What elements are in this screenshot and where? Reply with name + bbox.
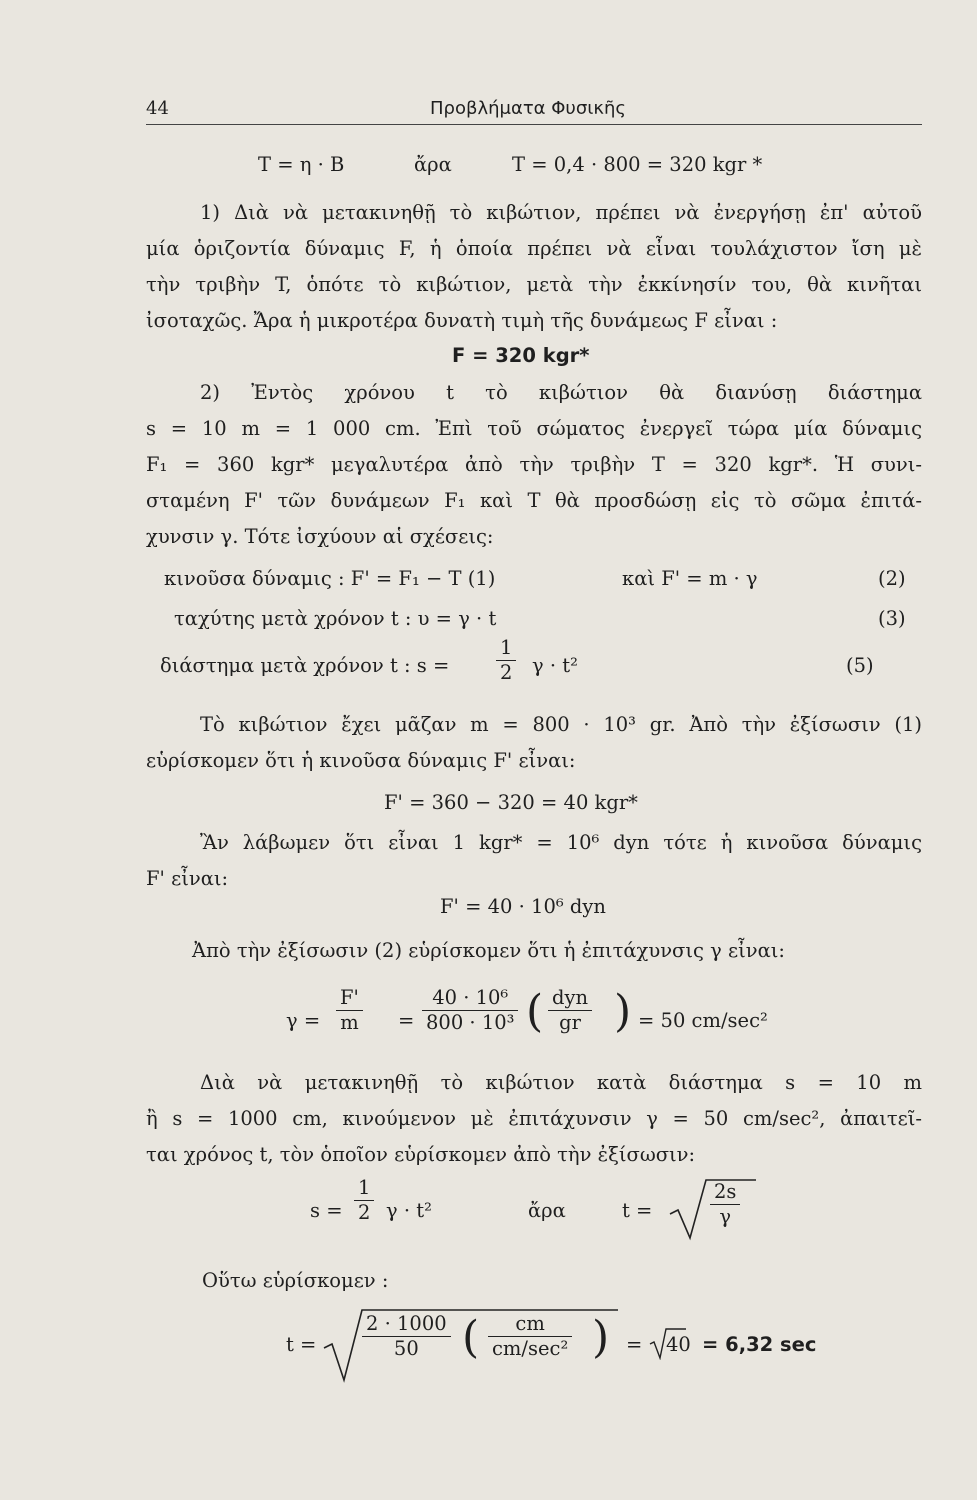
paragraph-line: Οὕτω εὑρίσκομεν : [202, 1269, 389, 1292]
fraction-half: $\frac{1}{2}$ [496, 636, 516, 685]
equation-time: t = $\frac{2 \cdot 1000}{50}$ ( cm cm/sec² ) = 40 = 6,32 sec [286, 1304, 886, 1384]
fraction: $\frac{F'}{m}$ [336, 986, 363, 1035]
paragraph-line: s = 10 m = 1 000 cm. Ἐπὶ τοῦ σώματος ἐνεργεῖ τώρα μία δύναμις [146, 417, 922, 440]
paragraph-line: F' εἶναι: [146, 867, 229, 890]
page-number: 44 [146, 98, 169, 119]
paragraph-line: F₁ = 360 kgr* μεγαλυτέρα ἀπὸ τὴν τριβὴν T = 320 kgr*. Ἡ συνι- [146, 453, 922, 476]
fraction: $\frac{\text{40 · 10⁶}}{\text{800 · 10³}}$ [422, 986, 518, 1035]
paragraph-line: Διὰ νὰ μετακινηθῇ τὸ κιβώτιον κατὰ διάστημα s = 10 m [200, 1071, 922, 1094]
paragraph-line: ται χρόνος t, τὸν ὁποῖον εὑρίσκομεν ἀπὸ τὴν ἐξίσωσιν: [146, 1143, 696, 1166]
paragraph-line: Τὸ κιβώτιον ἔχει μᾶζαν m = 800 · 10³ gr. Ἀπὸ τὴν ἐξίσωσιν (1) [200, 713, 922, 736]
equation-force-dyn: F' = 40 · 10⁶ dyn [440, 895, 606, 918]
running-title: Προβλήματα Φυσικῆς [430, 98, 626, 119]
fraction: dyn gr [548, 986, 592, 1035]
paragraph-line: 1) Διὰ νὰ μετακινηθῇ τὸ κιβώτιον, πρέπει νὰ ἐνεργήσῃ ἐπ' αὐτοῦ [200, 201, 922, 224]
equation-acceleration: γ = $\frac{F'}{m}$ = $\frac{\text{40 · 10⁶}}{\text{800 · 10³}}$ ( dyn gr ) = 50 cm/sec² [286, 986, 768, 1037]
book-page: 44 Προβλήματα Φυσικῆς T = η · B ἄρα T = 0,4 · 800 = 320 kgr * 1) Διὰ νὰ μετακινηθῇ τὸ κιβώτιον, πρέπει νὰ ἐνεργήσῃ ἐπ' αὐτοῦ μία ὁριζοντία δύναμις F, ἡ ὁποία πρέπει νὰ εἶναι τουλάχιστον ἴση μὲ τὴν τριβὴν T, ὁπότε τὸ κιβώτιον, μετὰ τὴν ἐκκίνησίν του, θὰ κινῆται ἰσοταχῶς. Ἄρα ἡ μικροτέρα δυνατὴ τιμὴ τῆς δυνάμεως F εἶναι : F = 320 kgr* 2) Ἐντὸς χρόνου t τὸ κιβώτιον θὰ διανύσῃ διάστημα s = 10 m = 1 000 cm. Ἐπὶ τοῦ σώματος ἐνεργεῖ τώρα μία δύναμις F₁ = 360 kgr* μεγαλυτέρα ἀπὸ τὴν τριβὴν T = 320 kgr*. Ἡ συνι- σταμένη F' τῶν δυνάμεων F₁ καὶ T θὰ προσδώσῃ εἰς τὸ σῶμα ἐπιτά- χυνσιν γ. Τότε ἰσχύουν αἱ σχέσεις: κινοῦσα δύναμις : F' = F₁ − T (1) καὶ F' = m · γ (2) ταχύτης μετὰ χρόνον t : υ = γ · t (3) διάστημα μετὰ χρόνον t : s = $\frac{1}{2}$ γ · t² (5) Τὸ κιβώτιον ἔχει μᾶζαν m = 800 · 10³ gr. Ἀπὸ τὴν ἐξίσωσιν (1) εὑρίσκομεν ὅτι ἡ κινοῦσα δύναμις F' εἶναι: F' = 360 − 320 = 40 kgr* Ἂν λάβωμεν ὅτι εἶναι 1 kgr* = 10⁶ dyn τότε ἡ κινοῦσα δύναμις F' εἶναι: F' = 40 · 10⁶ dyn Ἀπὸ τὴν ἐξίσωσιν (2) εὑρίσκομεν ὅτι ἡ ἐπιτάχυνσις γ εἶναι: γ = $\frac{F'}{m}$ = $\frac{\text{40 · 10⁶}}{\text{800 · 10³}}$ ( dyn gr ) = 50 cm/sec² Διὰ νὰ μετακινηθῇ τὸ κιβώτιον κατὰ διάστημα s = 10 m ἢ s = 1000 cm, κινούμενον μὲ ἐπιτάχυνσιν γ = 50 cm/sec², ἀπαιτεῖ- ται χρόνος t, τὸν ὁποῖον εὑρίσκομεν ἀπὸ τὴν ἐξίσωσιν: s = $\frac{1}{2}$ γ · t² ἄρα t = $\frac{2s}{\gamma}$ Οὕτω εὑρίσκομεν : t = $\frac{2 \cdot 1000}{50}$ ( cm cm/sec² ) = 40 = 6,32 sec [0, 0, 977, 1500]
paragraph-line: Ἀπὸ τὴν ἐξίσωσιν (2) εὑρίσκομεν ὅτι ἡ ἐπιτάχυνσις γ εἶναι: [192, 939, 785, 962]
paragraph-line: εὑρίσκομεν ὅτι ἡ κινοῦσα δύναμις F' εἶναι: [146, 749, 576, 772]
paragraph-line: 2) Ἐντὸς χρόνου t τὸ κιβώτιον θὰ διανύσῃ διάστημα [200, 381, 922, 404]
paragraph-line: σταμένη F' τῶν δυνάμεων F₁ καὶ T θὰ προσδώσῃ εἰς τὸ σῶμα ἐπιτά- [146, 489, 922, 512]
fraction: $\frac{2s}{\gamma}$ [710, 1180, 740, 1229]
paragraph-line: χυνσιν γ. Τότε ἰσχύουν αἱ σχέσεις: [146, 525, 494, 548]
paragraph-line: μία ὁριζοντία δύναμις F, ἡ ὁποία πρέπει νὰ εἶναι τουλάχιστον ἴση μὲ [146, 237, 922, 260]
equation-distance: s = $\frac{1}{2}$ γ · t² ἄρα t = $\frac{2s}{\gamma}$ [310, 1176, 790, 1246]
fraction: cm cm/sec² [488, 1312, 572, 1361]
paragraph-line: ἰσοταχῶς. Ἄρα ἡ μικροτέρα δυνατὴ τιμὴ τῆς δυνάμεως F εἶναι : [146, 309, 778, 332]
equation-net-force: F' = 360 − 320 = 40 kgr* [384, 791, 638, 814]
page-header [146, 96, 922, 125]
paragraph-line: ἢ s = 1000 cm, κινούμενον μὲ ἐπιτάχυνσιν γ = 50 cm/sec², ἀπαιτεῖ- [146, 1107, 922, 1130]
fraction: $\frac{2 \cdot 1000}{50}$ [362, 1312, 451, 1361]
fraction-half: $\frac{1}{2}$ [354, 1176, 374, 1225]
equation-min-force: F = 320 kgr* [452, 344, 590, 367]
relation-distance: διάστημα μετὰ χρόνον t : s = $\frac{1}{2}$ γ · t² (5) [160, 636, 874, 684]
paragraph-line: Ἂν λάβωμεν ὅτι εἶναι 1 kgr* = 10⁶ dyn τότε ἡ κινοῦσα δύναμις [200, 831, 922, 854]
paragraph-line: τὴν τριβὴν T, ὁπότε τὸ κιβώτιον, μετὰ τὴν ἐκκίνησίν του, θὰ κινῆται [146, 273, 922, 296]
